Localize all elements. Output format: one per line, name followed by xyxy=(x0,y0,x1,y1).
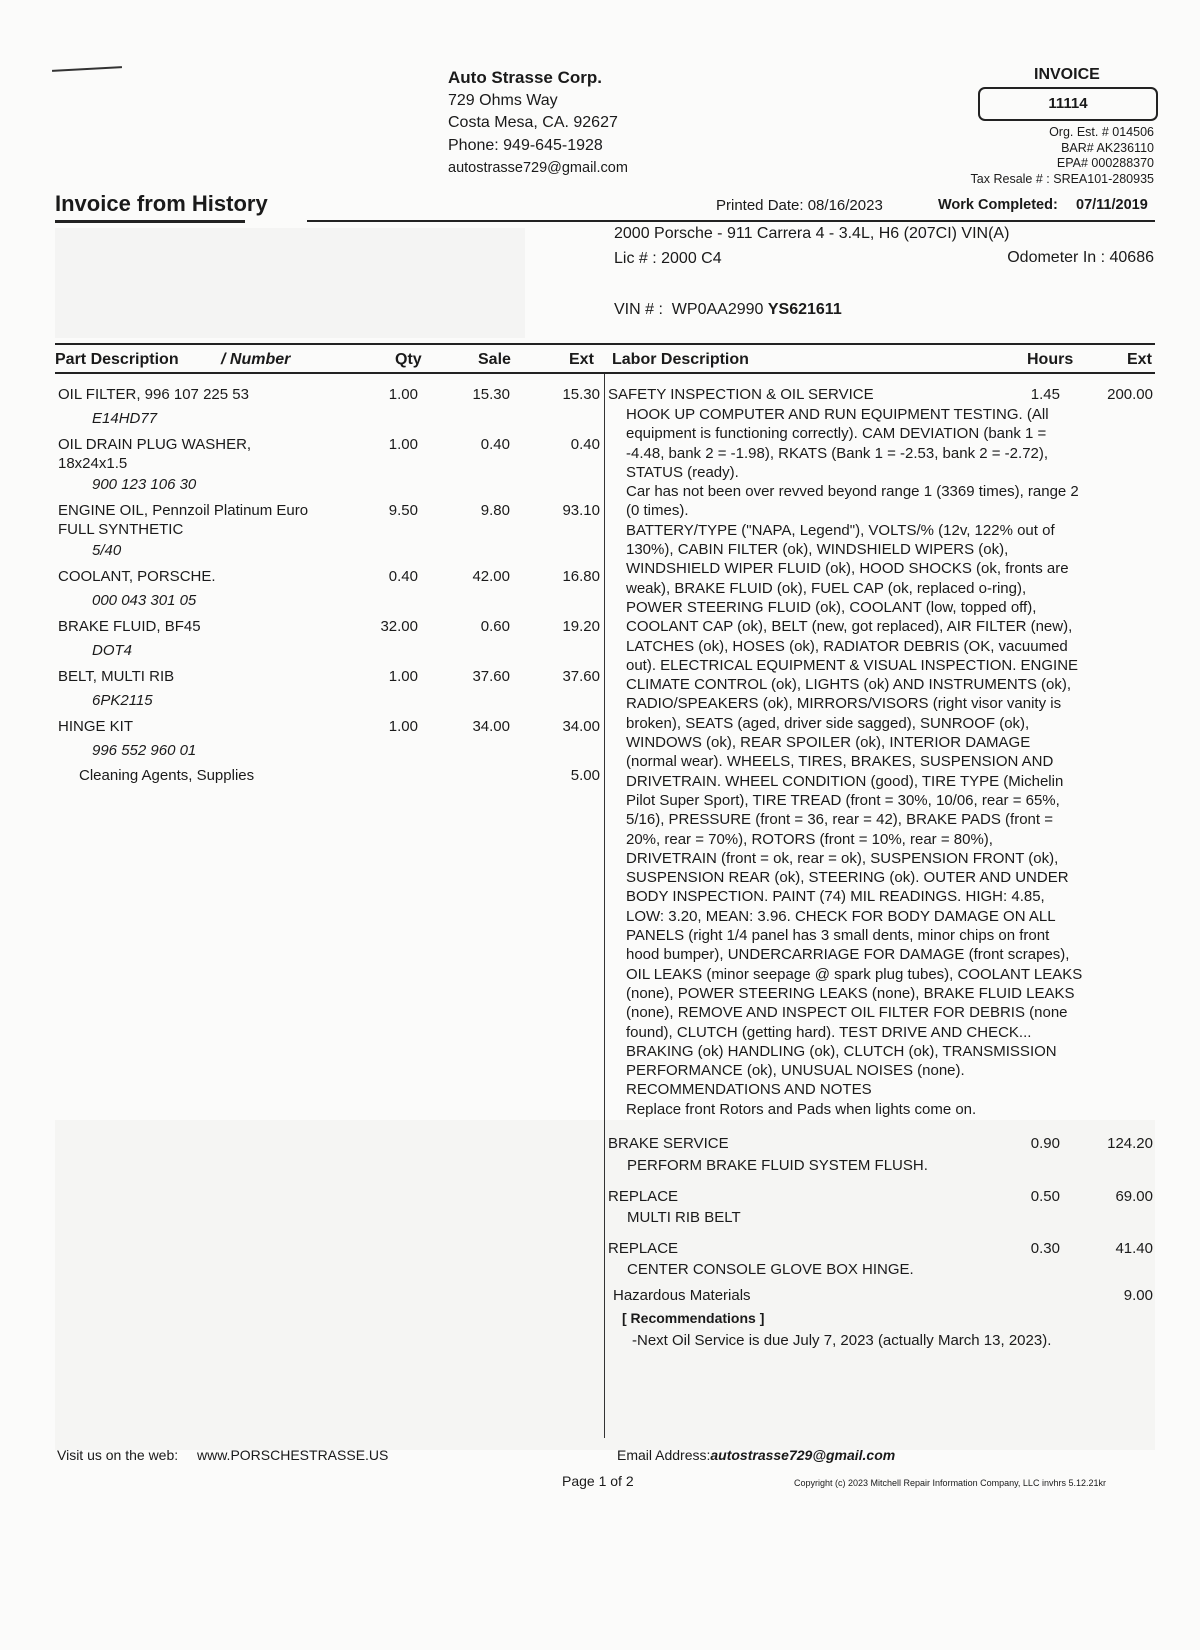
labor-detail-line: (none), REMOVE AND INSPECT OIL FILTER FOR DEBRIS (none xyxy=(626,1004,1068,1022)
page-number: Page 1 of 2 xyxy=(562,1473,634,1489)
labor-hours: 0.90 xyxy=(1030,1135,1060,1152)
labor-detail-line: PERFORMANCE (ok), UNUSUAL NOISES (none). xyxy=(626,1062,965,1080)
labor-detail-line: Pilot Super Sport), TIRE TREAD (front = 30%, 10/06, rear = 65%, xyxy=(626,791,1060,809)
part-desc: BELT, MULTI RIB xyxy=(58,668,175,685)
part-ext: 37.60 xyxy=(562,668,600,685)
labor-title: REPLACE xyxy=(608,1240,679,1257)
part-qty: 0.40 xyxy=(388,568,418,585)
labor-detail-line: Car has not been over revved beyond range 1 (3369 times), range 2 xyxy=(626,483,1079,501)
labor-detail-line: CLIMATE CONTROL (ok), LIGHTS (ok) AND INSTRUMENTS (ok), xyxy=(626,676,1072,694)
part-sale: 42.00 xyxy=(472,568,510,585)
epa-number: EPA# 000288370 xyxy=(1056,156,1154,170)
copyright: Copyright (c) 2023 Mitchell Repair Information Company, LLC invhrs 5.12.21kr xyxy=(794,1478,1106,1488)
labor-detail-line: COOLANT CAP (ok), BELT (new, got replaced), AIR FILTER (new), xyxy=(626,618,1073,636)
labor-detail-line: SUSPENSION REAR (ok), STEERING (ok). OUTER AND UNDER xyxy=(626,869,1069,887)
part-qty: 9.50 xyxy=(388,502,418,519)
labor-detail-line: BRAKING (ok) HANDLING (ok), CLUTCH (ok), TRANSMISSION xyxy=(626,1042,1057,1060)
part-qty: 1.00 xyxy=(388,668,418,685)
part-desc-line2: 18x24x1.5 xyxy=(58,455,128,472)
bar-number: BAR# AK236110 xyxy=(1061,140,1154,155)
part-sale: 0.60 xyxy=(480,618,510,635)
vin-bold: YS621611 xyxy=(767,301,842,318)
part-qty: 1.00 xyxy=(388,436,418,453)
work-completed-label: Work Completed: xyxy=(938,197,1058,213)
labor-detail-line: STATUS (ready). xyxy=(626,463,739,481)
work-completed-date: 07/11/2019 xyxy=(1076,197,1148,213)
labor-detail-line: -4.48, bank 2 = -1.98), RKATS (Bank 1 = -2.53, bank 2 = -2.72), xyxy=(626,444,1049,462)
scan-mark xyxy=(52,66,122,72)
labor-detail-line: HOOK UP COMPUTER AND RUN EQUIPMENT TESTING. (All xyxy=(626,406,1049,423)
parts-header-desc: Part Description xyxy=(55,351,179,368)
labor-detail-line: POWER STEERING FLUID (ok), COOLANT (low, topped off), xyxy=(626,598,1037,616)
labor-detail-line: BATTERY/TYPE ("NAPA, Legend"), VOLTS/% (12v, 122% out of xyxy=(626,521,1055,539)
company-city: Costa Mesa, CA. 92627 xyxy=(448,114,618,131)
labor-title: REPLACE xyxy=(608,1188,679,1205)
footer-email xyxy=(617,1447,895,1463)
parts-header-number: / Number xyxy=(221,351,291,368)
part-qty: 1.00 xyxy=(388,718,418,735)
part-qty: 1.00 xyxy=(388,386,418,403)
printed-date: Printed Date: 08/16/2023 xyxy=(716,197,883,214)
labor-detail-line: RADIO/SPEAKERS (ok), MIRRORS/VISORS (right visor vanity is xyxy=(626,695,1062,713)
part-sale: 37.60 xyxy=(472,668,510,685)
labor-detail-line: BODY INSPECTION. PAINT (74) MIL READINGS. HIGH: 4.85, xyxy=(626,888,1045,906)
part-ext: 34.00 xyxy=(562,718,600,735)
license-plate: Lic # : 2000 C4 xyxy=(614,250,722,267)
part-number: 000 043 301 05 xyxy=(92,592,197,609)
footer-email-address[interactable]: autostrasse729@gmail.com xyxy=(710,1447,896,1463)
labor-detail-line: WINDSHIELD WIPER FLUID (ok), HOOD SHOCKS (ok, fronts are xyxy=(626,560,1069,578)
part-ext: 93.10 xyxy=(562,502,600,519)
footer-website[interactable]: www.PORSCHESTRASSE.US xyxy=(197,1447,389,1463)
company-name: Auto Strasse Corp. xyxy=(448,68,602,87)
part-number: 5/40 xyxy=(92,542,122,559)
part-number: 996 552 960 01 xyxy=(92,742,197,759)
labor-ext: 69.00 xyxy=(1115,1188,1153,1205)
part-number: 6PK2115 xyxy=(92,692,153,709)
part-ext: 16.80 xyxy=(562,568,600,585)
labor-detail-text xyxy=(626,405,1106,1119)
labor-detail-line: DRIVETRAIN. WHEEL CONDITION (good), TIRE TYPE (Michelin xyxy=(626,772,1064,790)
part-desc: HINGE KIT xyxy=(58,718,134,735)
labor-detail-line: (normal wear). WHEELS, TIRES, BRAKES, SUSPENSION AND xyxy=(626,753,1054,771)
part-desc: COOLANT, PORSCHE. xyxy=(58,568,216,585)
vin xyxy=(614,301,842,319)
footer-email-label: Email Address: xyxy=(617,1447,711,1463)
labor-detail-line: 130%), CABIN FILTER (ok), WINDSHIELD WIPERS (ok), xyxy=(626,541,1009,559)
company-info xyxy=(448,67,628,180)
hazmat-ext: 9.00 xyxy=(1123,1287,1153,1304)
org-est: Org. Est. # 014506 xyxy=(1049,125,1154,139)
company-email: autostrasse729@gmail.com xyxy=(448,160,628,176)
labor-detail: PERFORM BRAKE FLUID SYSTEM FLUSH. xyxy=(627,1157,928,1174)
labor-header-desc: Labor Description xyxy=(612,351,749,368)
labor-detail-line: PANELS (right 1/4 panel has 3 small dents, minor chips on front xyxy=(626,927,1050,945)
vehicle-description: 2000 Porsche - 911 Carrera 4 - 3.4L, H6 (207CI) VIN(A) xyxy=(614,225,1010,242)
labor-ext: 41.40 xyxy=(1115,1240,1153,1257)
tax-resale: Tax Resale # : SREA101-280935 xyxy=(970,171,1154,186)
part-desc: OIL DRAIN PLUG WASHER, xyxy=(58,436,252,453)
labor-detail: CENTER CONSOLE GLOVE BOX HINGE. xyxy=(627,1261,914,1278)
table-header-rule xyxy=(55,372,1155,374)
parts-header-qty: Qty xyxy=(395,351,422,368)
labor-title: SAFETY INSPECTION & OIL SERVICE xyxy=(608,386,874,403)
hazmat-title: Hazardous Materials xyxy=(613,1287,751,1304)
part-sale: 0.40 xyxy=(480,436,510,453)
part-desc: OIL FILTER, 996 107 225 53 xyxy=(58,386,249,403)
part-number: DOT4 xyxy=(92,642,133,659)
labor-ext: 124.20 xyxy=(1107,1135,1153,1152)
shop-registrations xyxy=(971,125,1154,187)
labor-ext: 200.00 xyxy=(1107,386,1153,403)
labor-hours: 1.45 xyxy=(1030,386,1060,403)
table-top-rule xyxy=(55,343,1155,345)
labor-detail-line: 5/16), PRESSURE (front = 36, rear = 42), BRAKE PADS (front = xyxy=(626,811,1053,829)
part-desc-line2: FULL SYNTHETIC xyxy=(58,521,184,538)
supplies-desc: Cleaning Agents, Supplies xyxy=(79,767,255,784)
part-desc: BRAKE FLUID, BF45 xyxy=(58,618,201,635)
labor-detail-line: weak), BRAKE FLUID (ok), FUEL CAP (ok, replaced o-ring), xyxy=(626,579,1027,597)
labor-detail-line: equipment is functioning correctly). CAM DEVIATION (bank 1 = xyxy=(626,425,1047,443)
labor-hours: 0.50 xyxy=(1030,1188,1060,1205)
part-sale: 34.00 xyxy=(472,718,510,735)
scan-ghost-block xyxy=(55,228,525,338)
labor-detail-line: out). ELECTRICAL EQUIPMENT & VISUAL INSPECTION. ENGINE xyxy=(626,656,1079,674)
part-ext: 15.30 xyxy=(562,386,600,403)
part-number: 900 123 106 30 xyxy=(92,476,197,493)
divider xyxy=(307,220,1155,222)
vin-label: VIN # : WP0AA2990 xyxy=(614,301,768,318)
invoice-number: 11114 xyxy=(978,87,1158,121)
page-title: Invoice from History xyxy=(55,191,268,216)
parts-header-ext: Ext xyxy=(569,351,594,368)
odometer: Odometer In : 40686 xyxy=(1007,249,1154,266)
footer-visit-label: Visit us on the web: xyxy=(57,1447,179,1463)
scan-ghost-block xyxy=(55,1120,1155,1450)
company-phone: Phone: 949-645-1928 xyxy=(448,136,603,154)
recommendations-text: -Next Oil Service is due July 7, 2023 (actually March 13, 2023). xyxy=(632,1332,1052,1349)
labor-detail: MULTI RIB BELT xyxy=(627,1209,741,1226)
part-qty: 32.00 xyxy=(380,618,418,635)
part-ext: 19.20 xyxy=(562,618,600,635)
labor-detail-line: Replace front Rotors and Pads when lights come on. xyxy=(626,1100,977,1118)
labor-detail-line: WINDOWS (ok), REAR SPOILER (ok), INTERIOR DAMAGE xyxy=(626,734,1031,752)
labor-header-hours: Hours xyxy=(1027,351,1074,368)
part-number: E14HD77 xyxy=(92,410,158,427)
company-street: 729 Ohms Way xyxy=(448,91,558,109)
part-ext: 0.40 xyxy=(570,436,600,453)
part-sale: 9.80 xyxy=(480,502,510,519)
column-divider xyxy=(604,374,605,1438)
labor-detail-line: found), CLUTCH (getting hard). TEST DRIVE AND CHECK... xyxy=(626,1023,1032,1041)
labor-detail-line: RECOMMENDATIONS AND NOTES xyxy=(626,1081,872,1099)
supplies-ext: 5.00 xyxy=(570,767,600,784)
labor-detail-line: (none), POWER STEERING LEAKS (none), BRAKE FLUID LEAKS xyxy=(626,984,1075,1002)
labor-hours: 0.30 xyxy=(1030,1240,1060,1257)
labor-header-ext: Ext xyxy=(1127,351,1152,368)
labor-title: BRAKE SERVICE xyxy=(608,1135,729,1152)
recommendations-heading: [ Recommendations ] xyxy=(622,1310,765,1326)
labor-detail-line: OIL LEAKS (minor seepage @ spark plug tubes), COOLANT LEAKS xyxy=(626,965,1083,983)
labor-detail-line: LATCHES (ok), HOSES (ok), RADIATOR DEBRIS (OK, vacuumed xyxy=(626,637,1068,655)
part-desc: ENGINE OIL, Pennzoil Platinum Euro xyxy=(58,502,309,519)
part-sale: 15.30 xyxy=(472,386,510,403)
divider xyxy=(55,220,245,223)
labor-detail-line: 20%, rear = 70%), ROTORS (front = 10%, rear = 80%), xyxy=(626,830,993,848)
invoice-label: INVOICE xyxy=(1034,66,1100,83)
labor-detail-line: LOW: 3.20, MEAN: 3.96. CHECK FOR BODY DAMAGE ON ALL xyxy=(626,907,1056,925)
labor-detail-line: broken), SEATS (aged, driver side sagged), SUNROOF (ok), xyxy=(626,714,1030,732)
labor-detail-line: (0 times). xyxy=(626,502,689,520)
parts-header-sale: Sale xyxy=(478,351,511,368)
labor-detail-line: DRIVETRAIN (front = ok, rear = ok), SUSPENSION FRONT (ok), xyxy=(626,849,1059,867)
labor-detail-line: hood bumper), UNDERCARRIAGE FOR DAMAGE (front scrapes), xyxy=(626,946,1070,964)
